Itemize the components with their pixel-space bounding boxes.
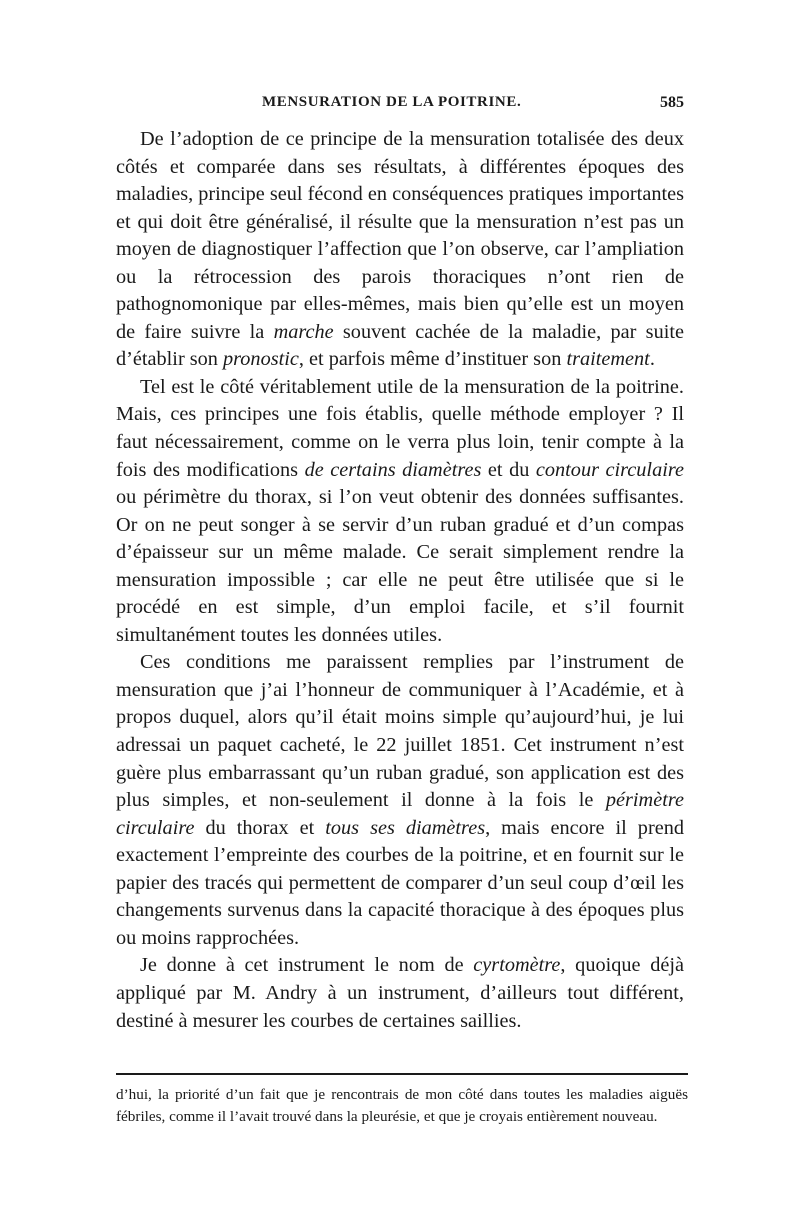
paragraph-2-text: Tel est le côté véritablement utile de la mensuration de la poitrine. Mais, ces principes une fois établis, quelle méthode employer ? Il faut nécessairement, comme on le verra plus loin, tenir compte à la fois des modifications	[116, 375, 684, 481]
paragraph-4-text: Je donne à cet instrument le nom de	[140, 954, 474, 977]
paragraph-1	[116, 126, 684, 374]
italic-cyrtometre: cyrtomètre	[473, 954, 561, 977]
paragraph-2-text: et du	[481, 458, 536, 481]
paragraph-4-text: , quoique déjà appliqué par M. Andry à un instrument, d’ailleurs tout différent, destiné à mesurer les courbes de certaines saillies.	[116, 954, 684, 1032]
paragraph-2-text: ou périmètre du thorax, si l’on veut obtenir des données suffisantes. Or on ne peut songer à se servir d’un ruban gradué et d’un compas d’épaisseur sur un même malade. Ce serait simplement rendre la mensuration impossible ; car elle ne peut être utilisée que si le procédé en est simple, d’un emploi facile, et s’il fournit simultanément toutes les données utiles.	[116, 486, 684, 646]
paragraph-3-text: Ces conditions me paraissent remplies par l’instrument de mensuration que j’ai l’honneur de communiquer à l’Académie, et à propos duquel, alors qu’il était moins simple qu’aujourd’hui, je lui adressai un paquet cacheté, le 22 juillet 1851. Cet instrument n’est guère plus embarrassant qu’un ruban gradué, son application est des plus simples, et non-seulement il donne à la fois le	[116, 651, 684, 812]
italic-tous-ses-diametres: tous ses diamètres	[325, 816, 486, 839]
paragraph-3-text: , mais encore il prend exactement l’empreinte des courbes de la poitrine, et en fournit sur le papier des tracés qui permettent de comparer d’un seul coup d’œil les changements survenus dans la capacité thoracique à des époques plus ou moins rapprochées.	[116, 816, 684, 949]
body-text	[116, 126, 684, 1035]
paragraph-1-text: .	[649, 348, 655, 371]
running-title: MENSURATION DE LA POITRINE.	[262, 94, 522, 110]
paragraph-2	[116, 374, 684, 649]
page-number: 585	[660, 94, 684, 111]
italic-contour-circulaire: contour circulaire	[535, 458, 684, 481]
paragraph-3	[116, 649, 684, 952]
italic-diametres: de certains diamètres	[304, 458, 482, 481]
paragraph-1-text: , et parfois même d’instituer son	[298, 348, 567, 371]
paragraph-4	[116, 952, 684, 1035]
italic-pronostic: pronostic	[223, 348, 299, 371]
page-header	[114, 94, 684, 120]
paragraph-3-text: du thorax et	[194, 816, 326, 839]
paragraph-1-text: souvent cachée de la maladie, par suite d’établir son	[116, 320, 684, 371]
footnote: d’hui, la priorité d’un fait que je rencontrais de mon côté dans toutes les maladies aiguës fébriles, comme il l’avait trouvé dans la pleurésie, et que je croyais entièrement nouveau.	[116, 1086, 688, 1125]
footnote-divider	[116, 1073, 688, 1075]
paragraph-1-text: De l’adoption de ce principe de la mensuration totalisée des deux côtés et comparée dans ses résultats, à différentes époques des maladies, principe seul fécond en conséquences pratiques importantes et qui doit être généralisé, il résulte que la mensuration n’est pas un moyen de diagnostiquer l’affection que l’on observe, car l’ampliation ou la rétrocession des parois thoraciques n’ont rien de pathognomonique par elles-mêmes, mais bien qu’elle est un moyen de faire suivre la	[116, 128, 684, 343]
italic-marche: marche	[273, 320, 334, 343]
italic-perimetre-circulaire: périmètre circulaire	[116, 789, 684, 839]
italic-traitement: traitement	[566, 348, 650, 371]
